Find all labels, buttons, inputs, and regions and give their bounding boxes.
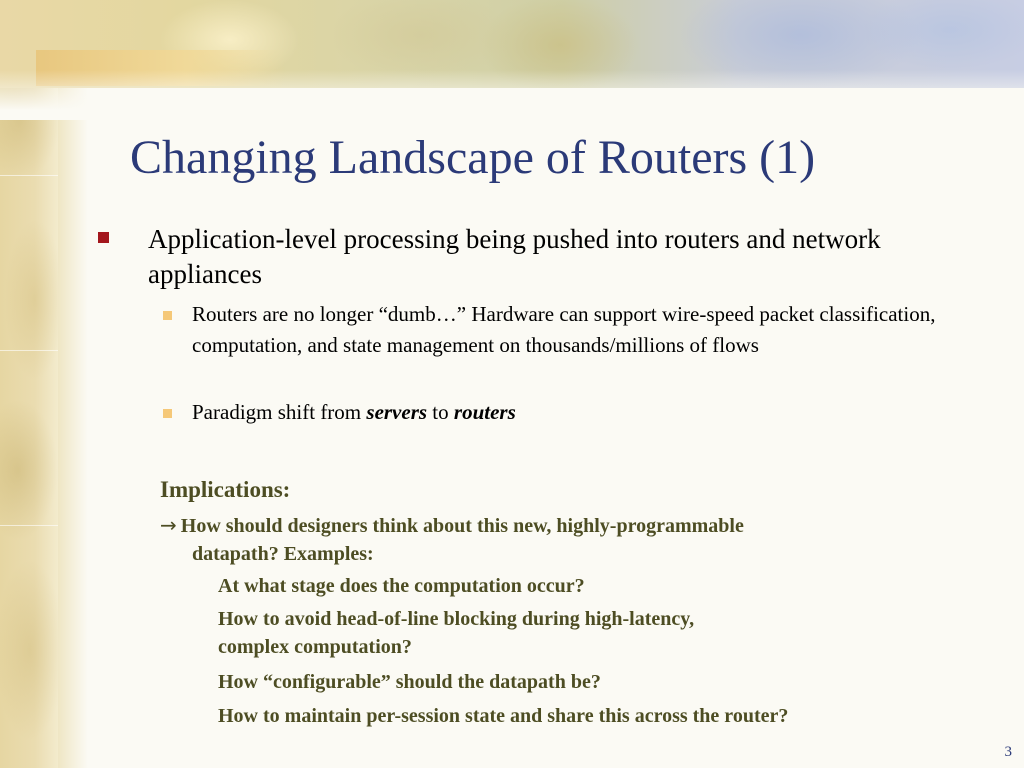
paradigm-prefix: Paradigm shift from	[192, 400, 367, 424]
example-item: How “configurable” should the datapath be?	[218, 671, 601, 693]
paradigm-middle: to	[427, 400, 454, 424]
arrow-right-icon: →	[160, 513, 177, 537]
paradigm-servers: servers	[366, 400, 428, 424]
main-bullet-text: Application-level processing being pushed into routers and network appliances	[148, 224, 881, 289]
sub-bullet-square-icon	[163, 409, 172, 418]
example-item: At what stage does the computation occur?	[218, 575, 585, 597]
sub-bullet-text: Routers are no longer “dumb…” Hardware can support wire-speed packet classification, computation, and state management on thousands/millions of flows	[192, 302, 936, 357]
paradigm-bullet	[192, 397, 972, 428]
example-item: How to maintain per-session state and share this across the router?	[218, 705, 789, 727]
paradigm-routers: routers	[453, 400, 516, 424]
implications-question	[160, 511, 940, 568]
question-line-1: How should designers think about this new, highly-programmable	[180, 515, 744, 537]
sub-bullet-square-icon	[163, 311, 172, 320]
question-line-2: datapath? Examples:	[192, 543, 374, 565]
example-item: How to avoid head-of-line blocking during high-latency,	[218, 608, 695, 630]
page-number: 3	[1004, 744, 1012, 760]
bullet-square-icon	[98, 232, 109, 243]
slide-title: Changing Landscape of Routers (1)	[130, 131, 816, 184]
example-item-continued: complex computation?	[218, 636, 412, 658]
banner-fade	[0, 70, 1024, 120]
implications-heading: Implications:	[160, 477, 291, 502]
